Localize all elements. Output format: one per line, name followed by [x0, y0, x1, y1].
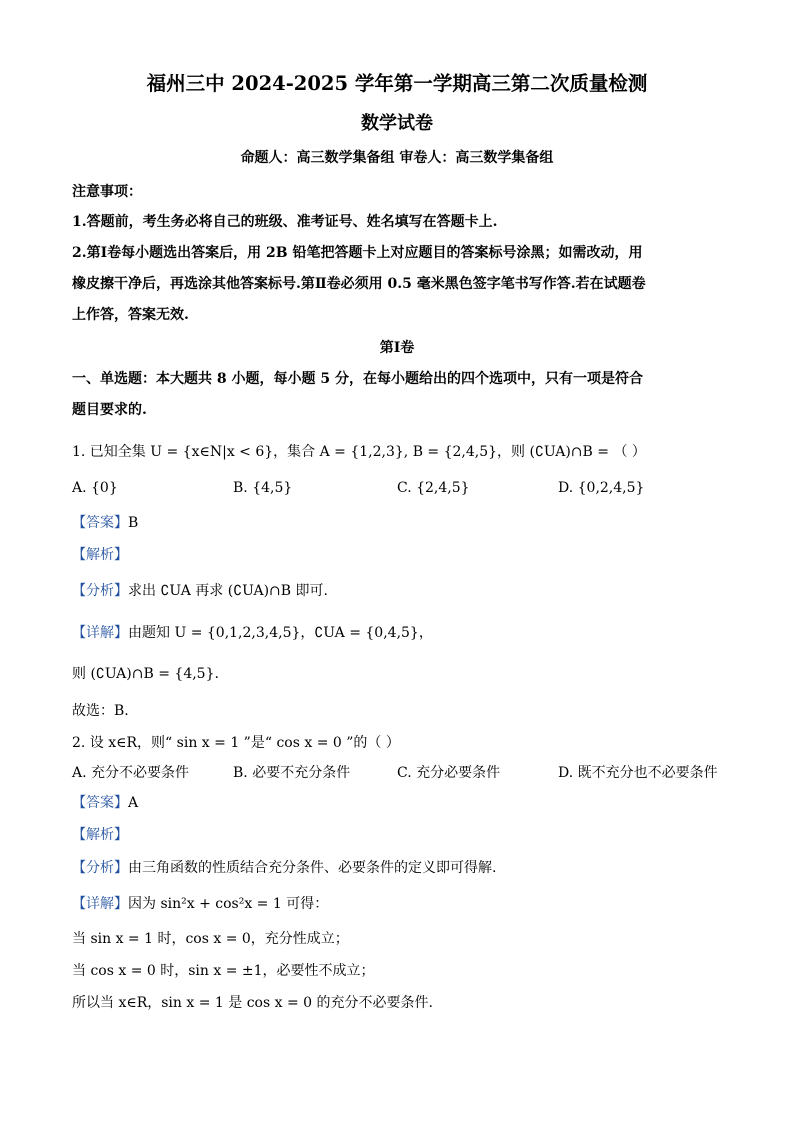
q2-fenxi-line — [72, 858, 496, 878]
q2-fenxi-text: 由三角函数的性质结合充分条件、必要条件的定义即可得解. — [128, 860, 497, 876]
notes-item-2-line-2: 橡皮擦干净后，再选涂其他答案标号.第Ⅱ卷必须用 0.5 毫米黑色签字笔书写作答.若在试题卷 — [72, 276, 646, 292]
q1-detail-tag: 【详解】 — [72, 625, 128, 641]
q1-answer-line — [72, 513, 138, 533]
q1-detail-line-2: 则 (∁UA)∩B = {4,5}. — [72, 666, 219, 682]
notes-item-2-line-1: 2.第Ⅰ卷每小题选出答案后，用 2B 铅笔把答题卡上对应题目的答案标号涂黑；如需改动，用 — [72, 245, 643, 261]
q2-detail-line-3: 当 cos x = 0 时，sin x = ±1，必要性不成立； — [72, 963, 375, 979]
section-intro-line-2: 题目要求的. — [72, 402, 147, 418]
q2-option-d: D. 既不充分也不必要条件 — [558, 765, 718, 781]
notes-item-2-line-3: 上作答，答案无效. — [72, 307, 189, 323]
q2-answer-line — [72, 793, 138, 813]
q1-answer-tag: 【答案】 — [72, 515, 128, 531]
q1-option-a: A. {0} — [72, 480, 118, 496]
q2-detail-line-1 — [72, 894, 328, 914]
q1-answer-value: B — [128, 515, 139, 531]
q1-fenxi-line — [72, 581, 328, 601]
notes-item-1: 1.答题前，考生务必将自己的班级、准考证号、姓名填写在答题卡上. — [72, 214, 498, 230]
q2-answer-tag: 【答案】 — [72, 795, 128, 811]
q2-option-a: A. 充分不必要条件 — [72, 765, 190, 781]
exam-authors: 命题人：高三数学集备组 审卷人：高三数学集备组 — [240, 150, 554, 166]
q1-detail-text-1: 由题知 U = {0,1,2,3,4,5}，∁UA = {0,4,5}， — [128, 625, 433, 641]
q1-option-b: B. {4,5} — [233, 480, 293, 496]
q2-analysis-tag: 【解析】 — [72, 827, 128, 843]
exam-subtitle: 数学试卷 — [361, 113, 433, 134]
q2-stem: 2. 设 x∈R，则“ sin x = 1 ”是“ cos x = 0 ”的（ ） — [72, 735, 400, 751]
q1-analysis-tag: 【解析】 — [72, 547, 128, 563]
q1-option-d: D. {0,2,4,5} — [558, 480, 645, 496]
q1-detail-line-1 — [72, 623, 433, 643]
q1-conclusion: 故选：B. — [72, 703, 129, 719]
section-intro-line-1: 一、单选题：本大题共 8 小题，每小题 5 分，在每小题给出的四个选项中，只有一项是符合 — [72, 371, 643, 387]
q1-fenxi-text: 求出 ∁UA 再求 (∁UA)∩B 即可. — [128, 583, 328, 599]
q1-fenxi-tag: 【分析】 — [72, 583, 128, 599]
section-title: 第Ⅰ卷 — [379, 340, 415, 356]
q2-fenxi-tag: 【分析】 — [72, 860, 128, 876]
notes-heading: 注意事项： — [72, 184, 142, 200]
q2-detail-line-4: 所以当 x∈R，sin x = 1 是 cos x = 0 的充分不必要条件. — [72, 995, 433, 1011]
q2-answer-value: A — [128, 795, 139, 811]
q2-detail-tag: 【详解】 — [72, 896, 128, 912]
q2-detail-text-1: 因为 sin²x + cos²x = 1 可得： — [128, 896, 329, 912]
exam-title: 福州三中 2024-2025 学年第一学期高三第二次质量检测 — [146, 72, 648, 95]
q2-option-c: C. 充分必要条件 — [397, 765, 501, 781]
q1-stem: 1. 已知全集 U = {x∈N|x < 6}，集合 A = {1,2,3}, B = {2,4,5}，则 (∁UA)∩B = （ ） — [72, 444, 646, 460]
q1-option-c: C. {2,4,5} — [397, 480, 470, 496]
q2-detail-line-2: 当 sin x = 1 时，cos x = 0，充分性成立； — [72, 931, 349, 947]
q2-option-b: B. 必要不充分条件 — [233, 765, 351, 781]
